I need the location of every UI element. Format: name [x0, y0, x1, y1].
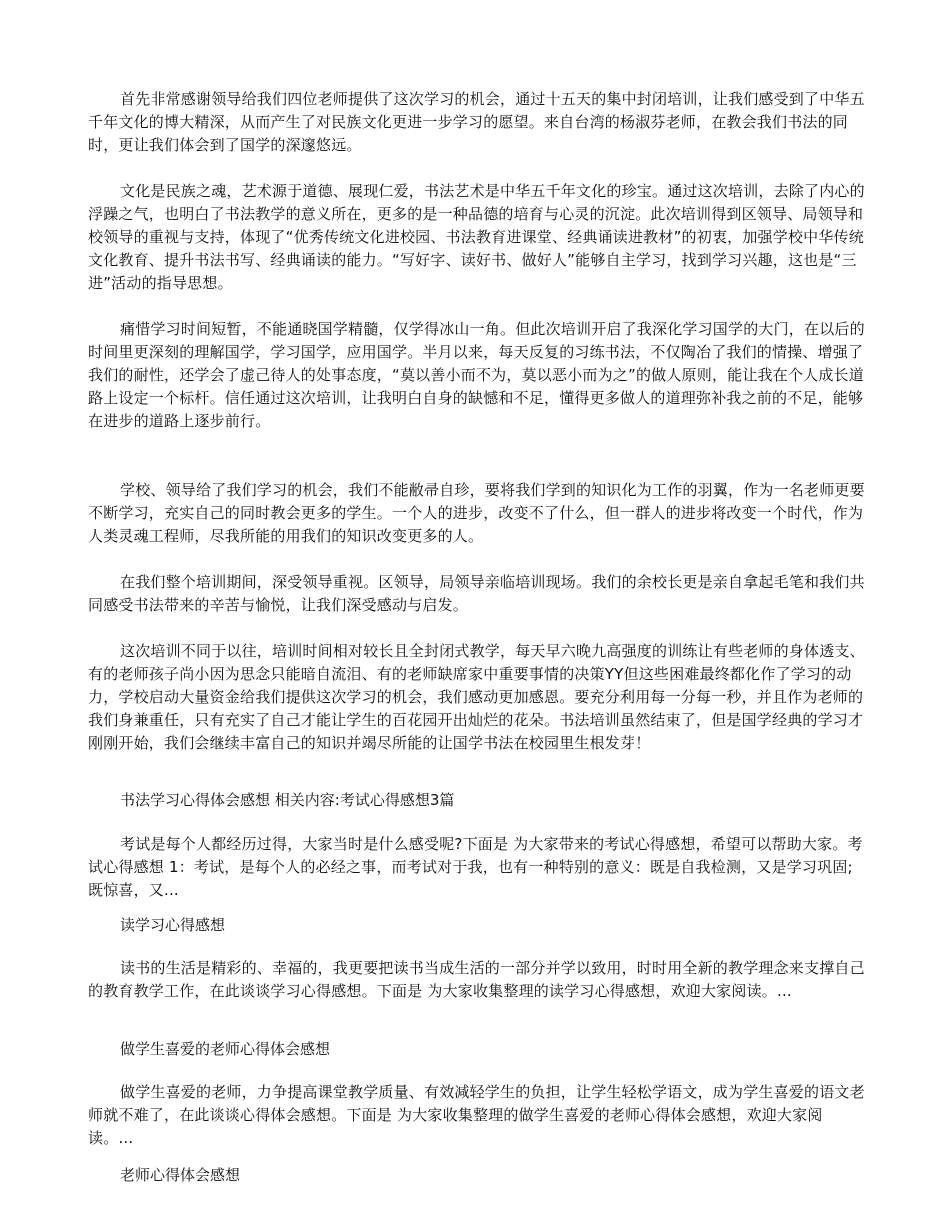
- paragraph-training: 这次培训不同于以往，培训时间相对较长且全封闭式教学，每天早六晚九高强度的训练让有些老师的身体透支、有的老师孩子尚小因为思念只能暗自流泪、有的老师缺席家中重要事情的决策YY但这些困难最终都化作了学习的动力，学校启动大量资金给我们提供这次学习的机会，我们感动更加感恩。要充分利用每一分每一秒，并且作为老师的我们身兼重任，只有充实了自己才能让学生的百花园开出灿烂的花朵。书法培训虽然结束了，但是国学经典的学习才刚刚开始，我们会继续丰富自己的知识并竭尽所能的让国学书法在校园里生根发芽！: [88, 642, 865, 752]
- paragraph-gratitude: 首先非常感谢领导给我们四位老师提供了这次学习的机会，通过十五天的集中封闭培训，让我们感受到了中华五千年文化的博大精深，从而产生了对民族文化更进一步学习的愿望。来自台湾的杨淑芬老师，在教会我们书法的同时，更让我们体会到了国学的深邃悠远。: [88, 90, 865, 154]
- paragraph-culture: 文化是民族之魂，艺术源于道德、展现仁爱，书法艺术是中华五千年文化的珍宝。通过这次培训，去除了内心的浮躁之气，也明白了书法教学的意义所在，更多的是一种品德的培育与心灵的沉淀。此次培训得到区领导、局领导和校领导的重视与支持，体现了“优秀传统文化进校园、书法教育进课堂、经典诵读进教材”的初衷，加强学校中华传统文化教育、提升书法书写、经典诵读的能力。“写好字、读好书、做好人”能够自主学习，找到学习兴趣，这也是“三进”活动的指导思想。: [88, 182, 865, 292]
- related-summary-reading: 读书的生活是精彩的、幸福的，我更要把读书当成生活的一部分并学以致用，时时用全新的教学理念来支撑自己的教育教学工作，在此谈谈学习心得感想。下面是 为大家收集整理的读学习心得感想，欢迎大家阅读。...: [88, 959, 865, 1000]
- paragraph-opportunity: 学校、领导给了我们学习的机会，我们不能敝帚自珍，要将我们学到的知识化为工作的羽翼，作为一名老师更要不断学习，充实自己的同时教会更多的学生。一个人的进步，改变不了什么，但一群人的进步将改变一个时代，作为人类灵魂工程师，尽我所能的用我们的知识改变更多的人。: [88, 481, 865, 545]
- related-link-beloved-teacher[interactable]: 做学生喜爱的老师心得体会感想: [120, 1040, 331, 1058]
- related-summary-exam: 考试是每个人都经历过得，大家当时是什么感受呢?下面是 为大家带来的考试心得感想，希望可以帮助大家。考试心得感想 1：考试，是每个人的必经之事，而考试对于我，也有一种特别的意义：既是自我检测，又是学习巩固;既惊喜，又...: [88, 835, 863, 899]
- related-content-title: 书法学习心得体会感想 相关内容:考试心得感想3篇: [120, 791, 455, 809]
- related-summary-beloved-teacher: 做学生喜爱的老师，力争提高课堂教学质量、有效减轻学生的负担，让学生轻松学语文，成为学生喜爱的语文老师就不难了，在此谈谈心得体会感想。下面是 为大家收集整理的做学生喜爱的老师心得体会感想，欢迎大家阅读。...: [88, 1083, 865, 1147]
- paragraph-regret: 痛惜学习时间短暂，不能通晓国学精髓，仅学得冰山一角。但此次培训开启了我深化学习国学的大门，在以后的时间里更深刻的理解国学，学习国学，应用国学。半月以来，每天反复的习练书法，不仅陶冶了我们的情操、增强了我们的耐性，还学会了虚己待人的处事态度，“莫以善小而不为，莫以恶小而为之”的做人原则，能让我在个人成长道路上设定一个标杆。信任通过这次培训，让我明白自身的缺憾和不足，懂得更多做人的道理弥补我之前的不足，能够在进步的道路上逐步前行。: [88, 320, 865, 430]
- related-link-teacher-reflection[interactable]: 老师心得体会感想: [120, 1166, 241, 1184]
- paragraph-leadership: 在我们整个培训期间，深受领导重视。区领导，局领导亲临培训现场。我们的余校长更是亲自拿起毛笔和我们共同感受书法带来的辛苦与愉悦，让我们深受感动与启发。: [88, 573, 865, 614]
- related-link-reading[interactable]: 读学习心得感想: [120, 916, 226, 934]
